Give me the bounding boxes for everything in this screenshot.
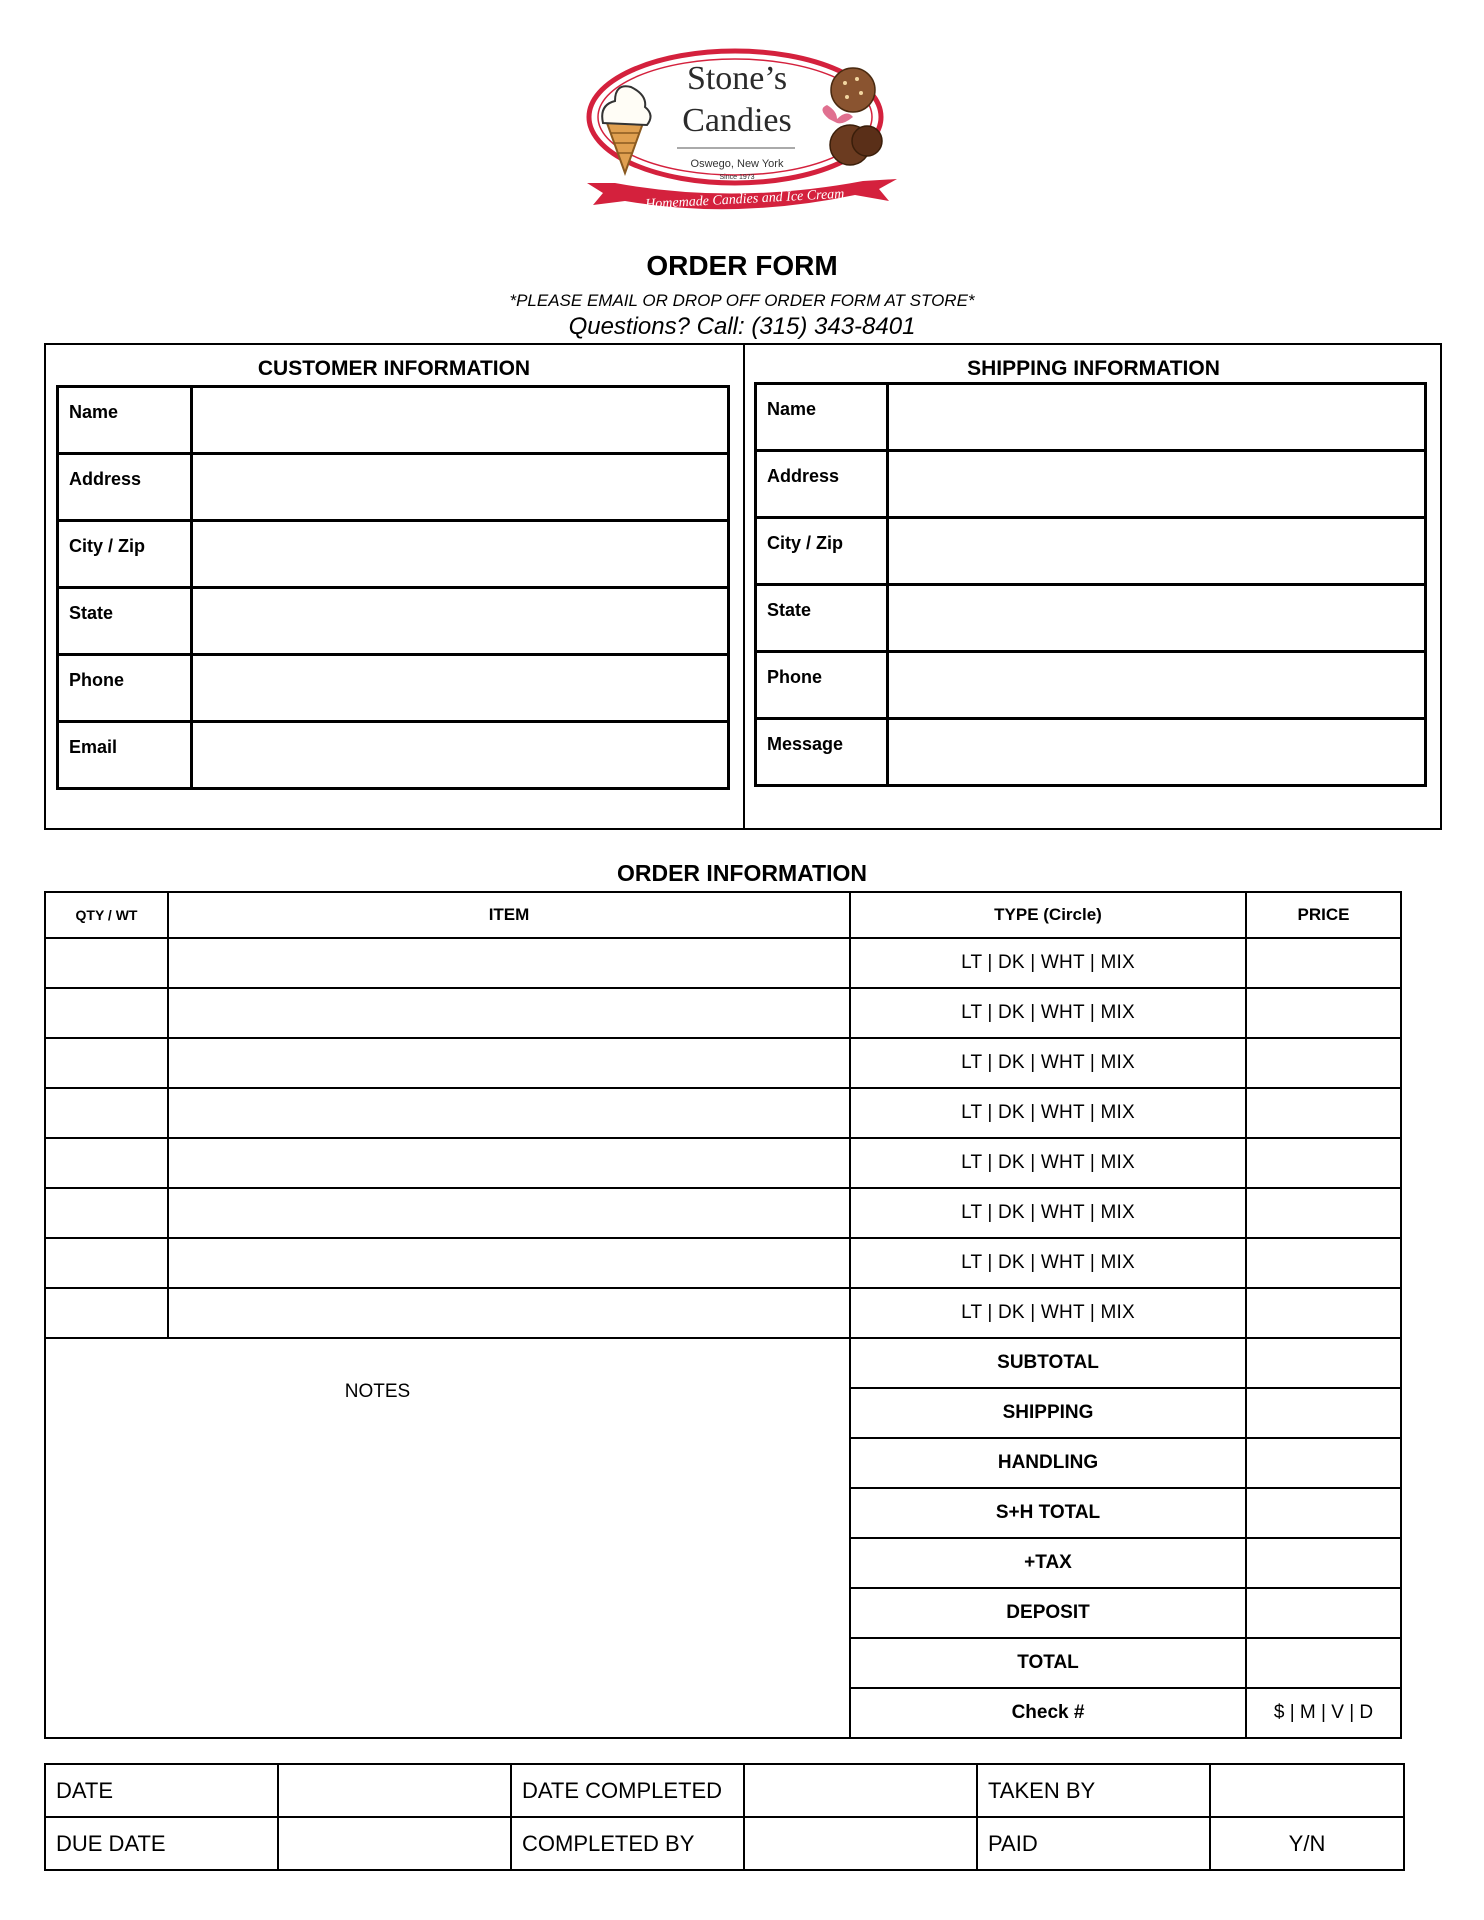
price-cell[interactable] (1246, 1188, 1401, 1238)
office-use-table (44, 1763, 1405, 1871)
customer-state-label: State (58, 588, 192, 655)
customer-phone-label: Phone (58, 655, 192, 722)
customer-address-field[interactable] (192, 454, 729, 521)
deposit-field[interactable] (1246, 1588, 1401, 1638)
shipping-message-field[interactable] (888, 719, 1426, 786)
handling-field[interactable] (1246, 1438, 1401, 1488)
shipping-city-zip-label: City / Zip (756, 518, 888, 585)
info-section-divider (743, 343, 745, 830)
contact-phone: Questions? Call: (315) 343-8401 (568, 313, 916, 340)
customer-city-zip-label: City / Zip (58, 521, 192, 588)
paid-field[interactable]: Y/N (1210, 1817, 1404, 1870)
qty-cell[interactable] (45, 988, 168, 1038)
tax-label: +TAX (850, 1538, 1246, 1588)
table-row (45, 1038, 1401, 1088)
item-cell[interactable] (168, 988, 850, 1038)
customer-city-zip-field[interactable] (192, 521, 729, 588)
qty-cell[interactable] (45, 938, 168, 988)
type-options[interactable]: LT | DK | WHT | MIX (850, 938, 1246, 988)
total-field[interactable] (1246, 1638, 1401, 1688)
type-column-header: TYPE (Circle) (850, 892, 1246, 938)
sh-total-field[interactable] (1246, 1488, 1401, 1538)
completed-by-label: COMPLETED BY (511, 1817, 744, 1870)
shipping-message-label: Message (756, 719, 888, 786)
type-options[interactable]: LT | DK | WHT | MIX (850, 1138, 1246, 1188)
check-number-label: Check # (850, 1688, 1246, 1738)
shipping-name-label: Name (756, 384, 888, 451)
item-column-header: ITEM (168, 892, 850, 938)
price-cell[interactable] (1246, 1138, 1401, 1188)
paid-label: PAID (977, 1817, 1210, 1870)
shipping-phone-field[interactable] (888, 652, 1426, 719)
customer-info-heading: CUSTOMER INFORMATION (257, 357, 531, 380)
shipping-phone-label: Phone (756, 652, 888, 719)
item-cell[interactable] (168, 1138, 850, 1188)
deposit-label: DEPOSIT (850, 1588, 1246, 1638)
order-table (44, 891, 1402, 1739)
table-row (45, 988, 1401, 1038)
logo-ribbon-text: Homemade Candies and Ice Cream (644, 186, 845, 213)
logo-since: Since 1973 (719, 174, 755, 181)
shipping-city-zip-field[interactable] (888, 518, 1426, 585)
item-cell[interactable] (168, 1088, 850, 1138)
date-completed-field[interactable] (744, 1764, 977, 1817)
date-completed-label: DATE COMPLETED (511, 1764, 744, 1817)
handling-label: HANDLING (850, 1438, 1246, 1488)
table-row (45, 938, 1401, 988)
table-row (45, 1138, 1401, 1188)
subtotal-label: SUBTOTAL (850, 1338, 1246, 1388)
date-label: DATE (45, 1764, 278, 1817)
price-cell[interactable] (1246, 988, 1401, 1038)
shipping-state-field[interactable] (888, 585, 1426, 652)
taken-by-label: TAKEN BY (977, 1764, 1210, 1817)
taken-by-field[interactable] (1210, 1764, 1404, 1817)
table-row (45, 1238, 1401, 1288)
price-column-header: PRICE (1246, 892, 1401, 938)
type-options[interactable]: LT | DK | WHT | MIX (850, 1238, 1246, 1288)
page-title: ORDER FORM (646, 250, 838, 281)
sh-total-label: S+H TOTAL (850, 1488, 1246, 1538)
tax-field[interactable] (1246, 1538, 1401, 1588)
customer-email-field[interactable] (192, 722, 729, 789)
order-instruction: *PLEASE EMAIL OR DROP OFF ORDER FORM AT STORE* (509, 291, 975, 310)
type-options[interactable]: LT | DK | WHT | MIX (850, 988, 1246, 1038)
qty-cell[interactable] (45, 1088, 168, 1138)
price-cell[interactable] (1246, 1238, 1401, 1288)
qty-column-header: QTY / WT (45, 892, 168, 938)
due-date-field[interactable] (278, 1817, 511, 1870)
total-label: TOTAL (850, 1638, 1246, 1688)
customer-phone-field[interactable] (192, 655, 729, 722)
logo-name-line2: Candies (682, 102, 792, 139)
qty-cell[interactable] (45, 1288, 168, 1338)
logo-location: Oswego, New York (690, 158, 784, 170)
table-row (45, 1288, 1401, 1338)
completed-by-field[interactable] (744, 1817, 977, 1870)
type-options[interactable]: LT | DK | WHT | MIX (850, 1088, 1246, 1138)
shipping-info-heading: SHIPPING INFORMATION (967, 357, 1220, 380)
date-field[interactable] (278, 1764, 511, 1817)
shipping-state-label: State (756, 585, 888, 652)
type-options[interactable]: LT | DK | WHT | MIX (850, 1188, 1246, 1238)
customer-info-table (56, 385, 730, 790)
qty-cell[interactable] (45, 1238, 168, 1288)
customer-state-field[interactable] (192, 588, 729, 655)
table-row (45, 1188, 1401, 1238)
notes-label: NOTES (344, 1381, 411, 1402)
price-cell[interactable] (1246, 1088, 1401, 1138)
notes-area[interactable] (45, 1338, 850, 1738)
price-cell[interactable] (1246, 1288, 1401, 1338)
customer-name-field[interactable] (192, 387, 729, 454)
qty-cell[interactable] (45, 1038, 168, 1088)
price-cell[interactable] (1246, 1038, 1401, 1088)
price-cell[interactable] (1246, 938, 1401, 988)
item-cell[interactable] (168, 1038, 850, 1088)
qty-cell[interactable] (45, 1138, 168, 1188)
shipping-address-field[interactable] (888, 451, 1426, 518)
customer-address-label: Address (58, 454, 192, 521)
type-options[interactable]: LT | DK | WHT | MIX (850, 1288, 1246, 1338)
logo-name-line1: Stone’s (686, 60, 788, 97)
subtotal-field[interactable] (1246, 1338, 1401, 1388)
order-info-heading: ORDER INFORMATION (616, 860, 867, 886)
table-row (45, 1088, 1401, 1138)
store-logo (585, 45, 900, 220)
customer-name-label: Name (58, 387, 192, 454)
type-options[interactable]: LT | DK | WHT | MIX (850, 1038, 1246, 1088)
shipping-info-table (754, 382, 1427, 787)
item-cell[interactable] (168, 1188, 850, 1238)
shipping-address-label: Address (756, 451, 888, 518)
shipping-name-field[interactable] (888, 384, 1426, 451)
customer-email-label: Email (58, 722, 192, 789)
item-cell[interactable] (168, 1238, 850, 1288)
payment-method-options[interactable]: $ | M | V | D (1246, 1688, 1401, 1738)
qty-cell[interactable] (45, 1188, 168, 1238)
due-date-label: DUE DATE (45, 1817, 278, 1870)
shipping-label: SHIPPING (850, 1388, 1246, 1438)
item-cell[interactable] (168, 938, 850, 988)
item-cell[interactable] (168, 1288, 850, 1338)
shipping-field[interactable] (1246, 1388, 1401, 1438)
